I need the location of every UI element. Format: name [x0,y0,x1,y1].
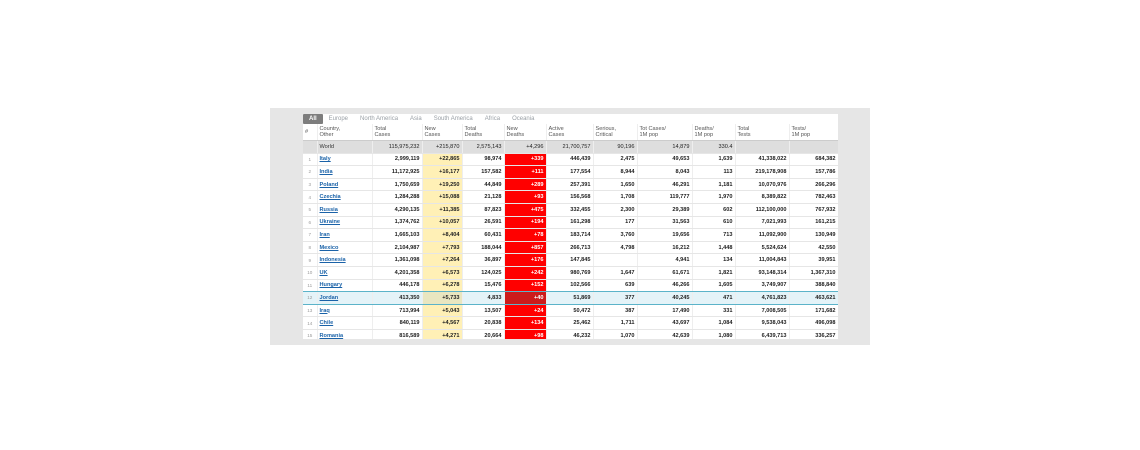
serious-cell: 1,708 [593,191,637,204]
deaths-per-m-cell: 1,639 [692,153,735,166]
country-link[interactable]: Indonesia [319,257,346,264]
new-deaths-cell: +176 [504,254,546,267]
total-cases-cell: 1,750,659 [372,178,422,191]
country-link[interactable]: Hungary [319,282,343,289]
new-cases-cell: +7,264 [422,254,462,267]
country-link[interactable]: Iran [319,231,330,238]
row-index: 15 [303,329,317,339]
new-cases-cell: +5,733 [422,292,462,305]
column-header[interactable] [303,124,317,141]
row-index: 2 [303,166,317,179]
new-cases-cell: +16,177 [422,166,462,179]
active-cell: 147,845 [546,254,593,267]
active-cell: 266,713 [546,241,593,254]
total-cases-cell: 1,374,762 [372,216,422,229]
total-cases-cell: 4,290,135 [372,203,422,216]
world-row [303,141,838,154]
row-index: 12 [303,292,317,305]
serious-cell: 377 [593,292,637,305]
table-row [303,241,838,254]
tests-per-m-cell: 171,682 [789,304,838,317]
covid-table-panel [303,114,838,339]
table-header [303,124,838,141]
total-deaths-cell: 124,025 [462,266,504,279]
country-name-cell[interactable] [317,254,372,267]
column-header-line1: Tot Cases/ [639,125,666,132]
country-name-cell[interactable] [317,191,372,204]
country-link[interactable]: Italy [319,156,331,163]
total-deaths-cell: 188,044 [462,241,504,254]
total-deaths-cell: 60,431 [462,229,504,242]
column-header-line2: Other [319,132,334,138]
new-cases-cell: +11,385 [422,203,462,216]
active-cell: 25,462 [546,317,593,330]
column-header-line1: Active [548,125,564,132]
total-deaths-cell: 15,476 [462,279,504,292]
total-cases-cell: 713,994 [372,304,422,317]
active-cell: 332,455 [546,203,593,216]
tests-per-m-cell: 388,840 [789,279,838,292]
total-deaths-cell: 21,128 [462,191,504,204]
column-header[interactable] [735,124,789,141]
column-header[interactable] [637,124,692,141]
new-deaths-cell: +40 [504,292,546,305]
countries-table [303,124,838,339]
country-name-cell[interactable] [317,317,372,330]
column-header-line1: Deaths/ [694,125,714,132]
new-deaths-cell: +4,296 [504,141,546,154]
tests-cell: 11,092,900 [735,229,789,242]
column-header-line2: Cases [548,132,565,138]
deaths-per-m-cell: 1,821 [692,266,735,279]
active-cell: 156,568 [546,191,593,204]
row-index: 5 [303,203,317,216]
new-cases-cell: +6,278 [422,279,462,292]
total-cases-cell: 816,589 [372,329,422,339]
column-header-line1: New [424,125,436,132]
deaths-per-m-cell: 1,605 [692,279,735,292]
serious-cell: 1,070 [593,329,637,339]
table-row [303,266,838,279]
total-deaths-cell: 13,507 [462,304,504,317]
total-cases-cell: 1,361,098 [372,254,422,267]
column-header[interactable] [372,124,422,141]
country-link[interactable]: Iraq [319,307,330,314]
table-row [303,203,838,216]
column-header-line1: Country, [319,125,341,132]
country-name-cell: World [317,141,372,154]
total-cases-cell: 1,665,103 [372,229,422,242]
tests-per-m-cell: 496,098 [789,317,838,330]
column-header-line2: Cases [374,132,391,138]
deaths-per-m-cell: 134 [692,254,735,267]
screenshot-frame [270,108,870,345]
new-cases-cell: +4,567 [422,317,462,330]
column-header[interactable] [593,124,637,141]
new-cases-cell: +4,271 [422,329,462,339]
tab-south-america[interactable]: South America [433,116,473,122]
serious-cell: 1,650 [593,178,637,191]
country-name-cell[interactable] [317,178,372,191]
column-header[interactable] [504,124,546,141]
new-deaths-cell: +242 [504,266,546,279]
table-row [303,254,838,267]
column-header-line1: # [305,128,309,135]
table-row [303,153,838,166]
deaths-per-m-cell: 610 [692,216,735,229]
row-index: 7 [303,229,317,242]
deaths-per-m-cell: 1,181 [692,178,735,191]
new-cases-cell: +215,870 [422,141,462,154]
column-header[interactable] [462,124,504,141]
row-index [303,141,317,154]
tests-cell: 3,749,907 [735,279,789,292]
active-cell: 46,232 [546,329,593,339]
new-deaths-cell: +475 [504,203,546,216]
row-index: 10 [303,266,317,279]
column-header-line1: Total [374,125,387,132]
active-cell: 51,869 [546,292,593,305]
table-row [303,229,838,242]
tests-per-m-cell: 463,621 [789,292,838,305]
new-deaths-cell: +152 [504,279,546,292]
tests-per-m-cell: 130,949 [789,229,838,242]
header-row [303,124,838,141]
table-row [303,279,838,292]
column-header[interactable] [692,124,735,141]
new-cases-cell: +22,865 [422,153,462,166]
new-deaths-cell: +24 [504,304,546,317]
row-index: 3 [303,178,317,191]
new-cases-cell: +5,043 [422,304,462,317]
cases-per-m-cell: 31,563 [637,216,692,229]
tab-all[interactable]: All [303,114,323,124]
cases-per-m-cell: 19,656 [637,229,692,242]
tests-cell: 5,524,624 [735,241,789,254]
column-header-line2: Critical [595,132,613,138]
total-cases-cell: 1,284,288 [372,191,422,204]
country-name-cell[interactable] [317,216,372,229]
tab-asia[interactable]: Asia [410,116,422,122]
row-index: 14 [303,317,317,330]
tab-africa[interactable]: Africa [484,116,501,122]
cases-per-m-cell: 43,697 [637,317,692,330]
country-name-cell[interactable] [317,241,372,254]
serious-cell: 8,944 [593,166,637,179]
table-row [303,317,838,330]
column-header[interactable] [789,124,838,141]
new-deaths-cell: +111 [504,166,546,179]
country-link[interactable]: Czechia [319,194,341,201]
deaths-per-m-cell: 330.4 [692,141,735,154]
column-header[interactable] [546,124,593,141]
row-index: 6 [303,216,317,229]
serious-cell [593,254,637,267]
total-deaths-cell: 87,823 [462,203,504,216]
column-header-line1: Tests/ [791,125,807,132]
tests-per-m-cell: 684,382 [789,153,838,166]
cases-per-m-cell: 46,266 [637,279,692,292]
active-cell: 50,472 [546,304,593,317]
tests-per-m-cell: 39,951 [789,254,838,267]
country-link[interactable]: India [319,168,333,175]
tests-per-m-cell: 157,786 [789,166,838,179]
country-name-cell[interactable] [317,292,372,305]
new-cases-cell: +10,057 [422,216,462,229]
table-row [303,292,838,305]
serious-cell: 4,798 [593,241,637,254]
total-deaths-cell: 2,575,143 [462,141,504,154]
cases-per-m-cell: 16,212 [637,241,692,254]
serious-cell: 387 [593,304,637,317]
serious-cell: 1,711 [593,317,637,330]
row-index: 9 [303,254,317,267]
cases-per-m-cell: 40,245 [637,292,692,305]
deaths-per-m-cell: 1,084 [692,317,735,330]
row-index: 13 [303,304,317,317]
total-cases-cell: 4,201,358 [372,266,422,279]
tests-per-m-cell: 782,463 [789,191,838,204]
column-header-line2: Deaths [464,132,483,138]
new-cases-cell: +7,793 [422,241,462,254]
table-row [303,304,838,317]
table-row [303,178,838,191]
new-deaths-cell: +339 [504,153,546,166]
country-name-cell[interactable] [317,329,372,339]
total-cases-cell: 2,104,987 [372,241,422,254]
deaths-per-m-cell: 602 [692,203,735,216]
total-cases-cell: 413,350 [372,292,422,305]
tests-cell: 112,100,000 [735,203,789,216]
deaths-per-m-cell: 471 [692,292,735,305]
table-row [303,216,838,229]
country-link[interactable]: Russia [319,206,338,213]
new-deaths-cell: +98 [504,329,546,339]
tests-cell: 10,070,976 [735,178,789,191]
country-link[interactable]: UK [319,269,328,276]
new-cases-cell: +19,250 [422,178,462,191]
table-row [303,166,838,179]
deaths-per-m-cell: 113 [692,166,735,179]
tests-per-m-cell: 42,550 [789,241,838,254]
country-name-cell[interactable] [317,266,372,279]
total-deaths-cell: 20,664 [462,329,504,339]
tests-cell: 7,021,993 [735,216,789,229]
column-header-line2: 1M pop [791,132,811,138]
cases-per-m-cell: 49,653 [637,153,692,166]
row-index: 11 [303,279,317,292]
column-header-line2: Deaths [506,132,525,138]
row-index: 4 [303,191,317,204]
deaths-per-m-cell: 331 [692,304,735,317]
new-cases-cell: +6,573 [422,266,462,279]
country-name-cell[interactable] [317,166,372,179]
active-cell: 21,700,757 [546,141,593,154]
column-header-line1: Total [737,125,750,132]
cases-per-m-cell: 61,671 [637,266,692,279]
country-name-cell[interactable] [317,203,372,216]
active-cell: 257,391 [546,178,593,191]
country-name-cell[interactable] [317,279,372,292]
column-header-line1: New [506,125,518,132]
tests-per-m-cell: 336,257 [789,329,838,339]
tests-per-m-cell [789,141,838,154]
column-header-line2: 1M pop [639,132,659,138]
serious-cell: 177 [593,216,637,229]
country-name-cell[interactable] [317,153,372,166]
active-cell: 177,554 [546,166,593,179]
region-tabs [303,114,838,124]
column-header-line2: Tests [737,132,751,138]
tab-europe[interactable]: Europe [328,116,349,122]
cases-per-m-cell: 17,490 [637,304,692,317]
active-cell: 446,439 [546,153,593,166]
country-link[interactable]: Ukraine [319,219,341,226]
active-cell: 183,714 [546,229,593,242]
serious-cell: 639 [593,279,637,292]
total-deaths-cell: 98,974 [462,153,504,166]
tab-oceania[interactable]: Oceania [512,116,535,122]
total-cases-cell: 446,178 [372,279,422,292]
row-index: 1 [303,153,317,166]
tests-cell [735,141,789,154]
tests-cell: 41,338,022 [735,153,789,166]
deaths-per-m-cell: 1,970 [692,191,735,204]
total-deaths-cell: 4,833 [462,292,504,305]
new-cases-cell: +15,088 [422,191,462,204]
total-deaths-cell: 44,849 [462,178,504,191]
serious-cell: 3,760 [593,229,637,242]
serious-cell: 2,475 [593,153,637,166]
new-deaths-cell: +93 [504,191,546,204]
new-cases-cell: +8,404 [422,229,462,242]
cases-per-m-cell: 4,941 [637,254,692,267]
total-cases-cell: 2,999,119 [372,153,422,166]
column-header-line2: Cases [424,132,441,138]
cases-per-m-cell: 42,639 [637,329,692,339]
tests-cell: 93,148,314 [735,266,789,279]
serious-cell: 90,196 [593,141,637,154]
row-index: 8 [303,241,317,254]
table-row [303,329,838,339]
total-cases-cell: 11,172,925 [372,166,422,179]
tests-per-m-cell: 1,367,310 [789,266,838,279]
deaths-per-m-cell: 1,080 [692,329,735,339]
total-deaths-cell: 26,591 [462,216,504,229]
serious-cell: 1,647 [593,266,637,279]
cases-per-m-cell: 46,291 [637,178,692,191]
column-header[interactable] [317,124,372,141]
deaths-per-m-cell: 1,448 [692,241,735,254]
cases-per-m-cell: 14,879 [637,141,692,154]
active-cell: 980,769 [546,266,593,279]
tests-cell: 11,004,843 [735,254,789,267]
column-header-line1: Serious, [595,125,617,132]
tests-cell: 7,008,505 [735,304,789,317]
total-deaths-cell: 20,838 [462,317,504,330]
total-cases-cell: 840,119 [372,317,422,330]
country-link[interactable]: Chile [319,320,334,327]
column-header[interactable] [422,124,462,141]
cases-per-m-cell: 29,389 [637,203,692,216]
cases-per-m-cell: 119,777 [637,191,692,204]
country-link[interactable]: Romania [319,332,344,339]
total-cases-cell: 115,975,232 [372,141,422,154]
new-deaths-cell: +289 [504,178,546,191]
new-deaths-cell: +857 [504,241,546,254]
tests-cell: 4,761,823 [735,292,789,305]
country-name-cell[interactable] [317,304,372,317]
tests-per-m-cell: 161,215 [789,216,838,229]
table-row [303,191,838,204]
cases-per-m-cell: 8,043 [637,166,692,179]
total-deaths-cell: 36,897 [462,254,504,267]
total-deaths-cell: 157,582 [462,166,504,179]
tests-cell: 9,538,043 [735,317,789,330]
new-deaths-cell: +78 [504,229,546,242]
tests-per-m-cell: 767,932 [789,203,838,216]
tests-per-m-cell: 266,296 [789,178,838,191]
tab-north-america[interactable]: North America [360,116,399,122]
deaths-per-m-cell: 713 [692,229,735,242]
country-link[interactable]: Poland [319,181,339,188]
table-body [303,141,838,340]
column-header-line1: Total [464,125,477,132]
country-link[interactable]: Mexico [319,244,339,251]
country-name-cell[interactable] [317,229,372,242]
active-cell: 102,566 [546,279,593,292]
serious-cell: 2,300 [593,203,637,216]
tests-cell: 219,178,908 [735,166,789,179]
new-deaths-cell: +134 [504,317,546,330]
new-deaths-cell: +194 [504,216,546,229]
tests-cell: 8,389,822 [735,191,789,204]
tests-cell: 6,439,713 [735,329,789,339]
country-link[interactable]: Jordan [319,294,339,301]
active-cell: 161,298 [546,216,593,229]
column-header-line2: 1M pop [694,132,714,138]
